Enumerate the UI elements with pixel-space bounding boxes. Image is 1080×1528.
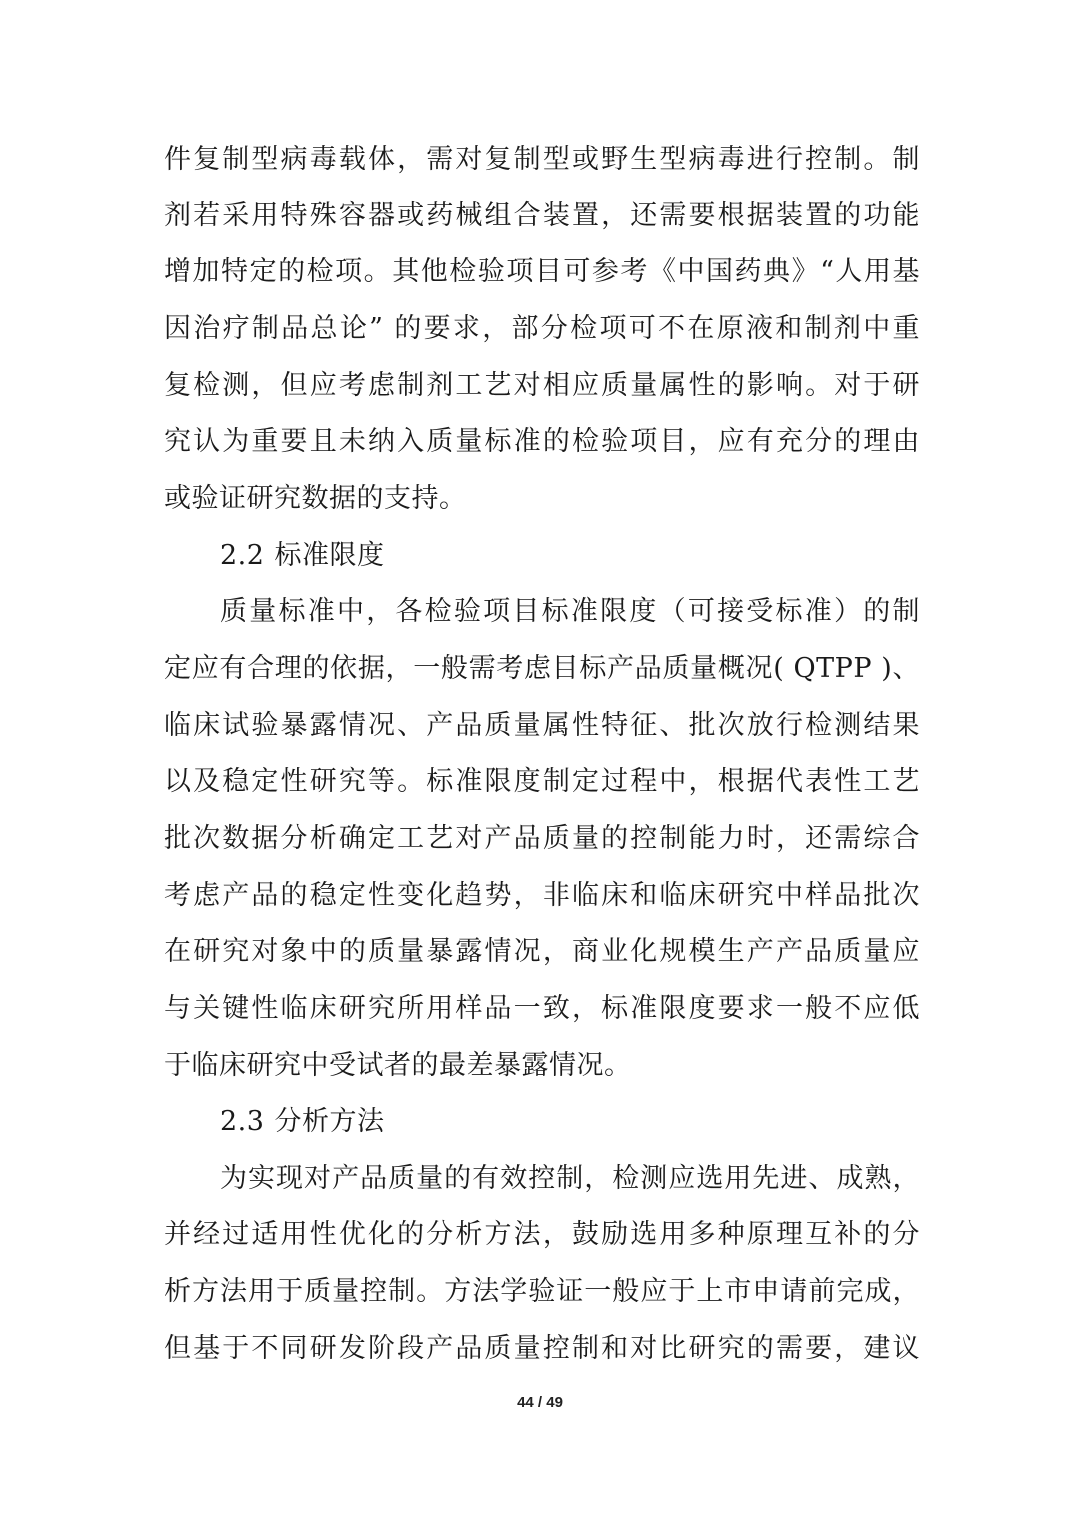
paragraph-line: 究认为重要且未纳入质量标准的检验项目，应有充分的理由 xyxy=(164,426,920,457)
paragraph-line: 质量标准中，各检验项目标准限度（可接受标准）的制 xyxy=(220,596,920,627)
section-heading-2-2 xyxy=(220,536,384,576)
paragraph-line: 件复制型病毒载体，需对复制型或野生型病毒进行控制。制 xyxy=(164,144,920,175)
section-number: 2.2 xyxy=(220,540,265,571)
paragraph-line: 因治疗制品总论” 的要求，部分检项可不在原液和制剂中重 xyxy=(164,313,920,344)
paragraph-line: 但基于不同研发阶段产品质量控制和对比研究的需要，建议 xyxy=(164,1333,920,1364)
paragraph-line: 批次数据分析确定工艺对产品质量的控制能力时，还需综合 xyxy=(164,823,920,854)
paragraph-line: 析方法用于质量控制。方法学验证一般应于上市申请前完成， xyxy=(164,1276,920,1307)
section-heading-2-3 xyxy=(220,1102,384,1142)
paragraph-line: 定应有合理的依据，一般需考虑目标产品质量概况( QTPP )、 xyxy=(164,653,920,684)
section-title: 标准限度 xyxy=(274,540,385,571)
paragraph-line: 为实现对产品质量的有效控制，检测应选用先进、成熟， xyxy=(220,1163,920,1194)
paragraph-line: 与关键性临床研究所用样品一致，标准限度要求一般不应低 xyxy=(164,993,920,1024)
paragraph-line: 在研究对象中的质量暴露情况，商业化规模生产产品质量应 xyxy=(164,936,920,967)
paragraph-line: 或验证研究数据的支持。 xyxy=(164,483,467,514)
paragraph-line: 于临床研究中受试者的最差暴露情况。 xyxy=(164,1050,632,1081)
paragraph-line: 临床试验暴露情况、产品质量属性特征、批次放行检测结果 xyxy=(164,710,920,741)
section-title: 分析方法 xyxy=(274,1106,385,1137)
paragraph-line: 以及稳定性研究等。标准限度制定过程中，根据代表性工艺 xyxy=(164,766,920,797)
paragraph-line: 并经过适用性优化的分析方法，鼓励选用多种原理互补的分 xyxy=(164,1219,920,1250)
paragraph-line: 复检测，但应考虑制剂工艺对相应质量属性的影响。对于研 xyxy=(164,370,920,401)
paragraph-line: 增加特定的检项。其他检验项目可参考《中国药典》“人用基 xyxy=(164,256,920,287)
paragraph-line: 考虑产品的稳定性变化趋势，非临床和临床研究中样品批次 xyxy=(164,880,920,911)
section-number: 2.3 xyxy=(220,1106,265,1137)
paragraph-line: 剂若采用特殊容器或药械组合装置，还需要根据装置的功能 xyxy=(164,200,920,231)
page-number: 44 / 49 xyxy=(517,1394,563,1411)
